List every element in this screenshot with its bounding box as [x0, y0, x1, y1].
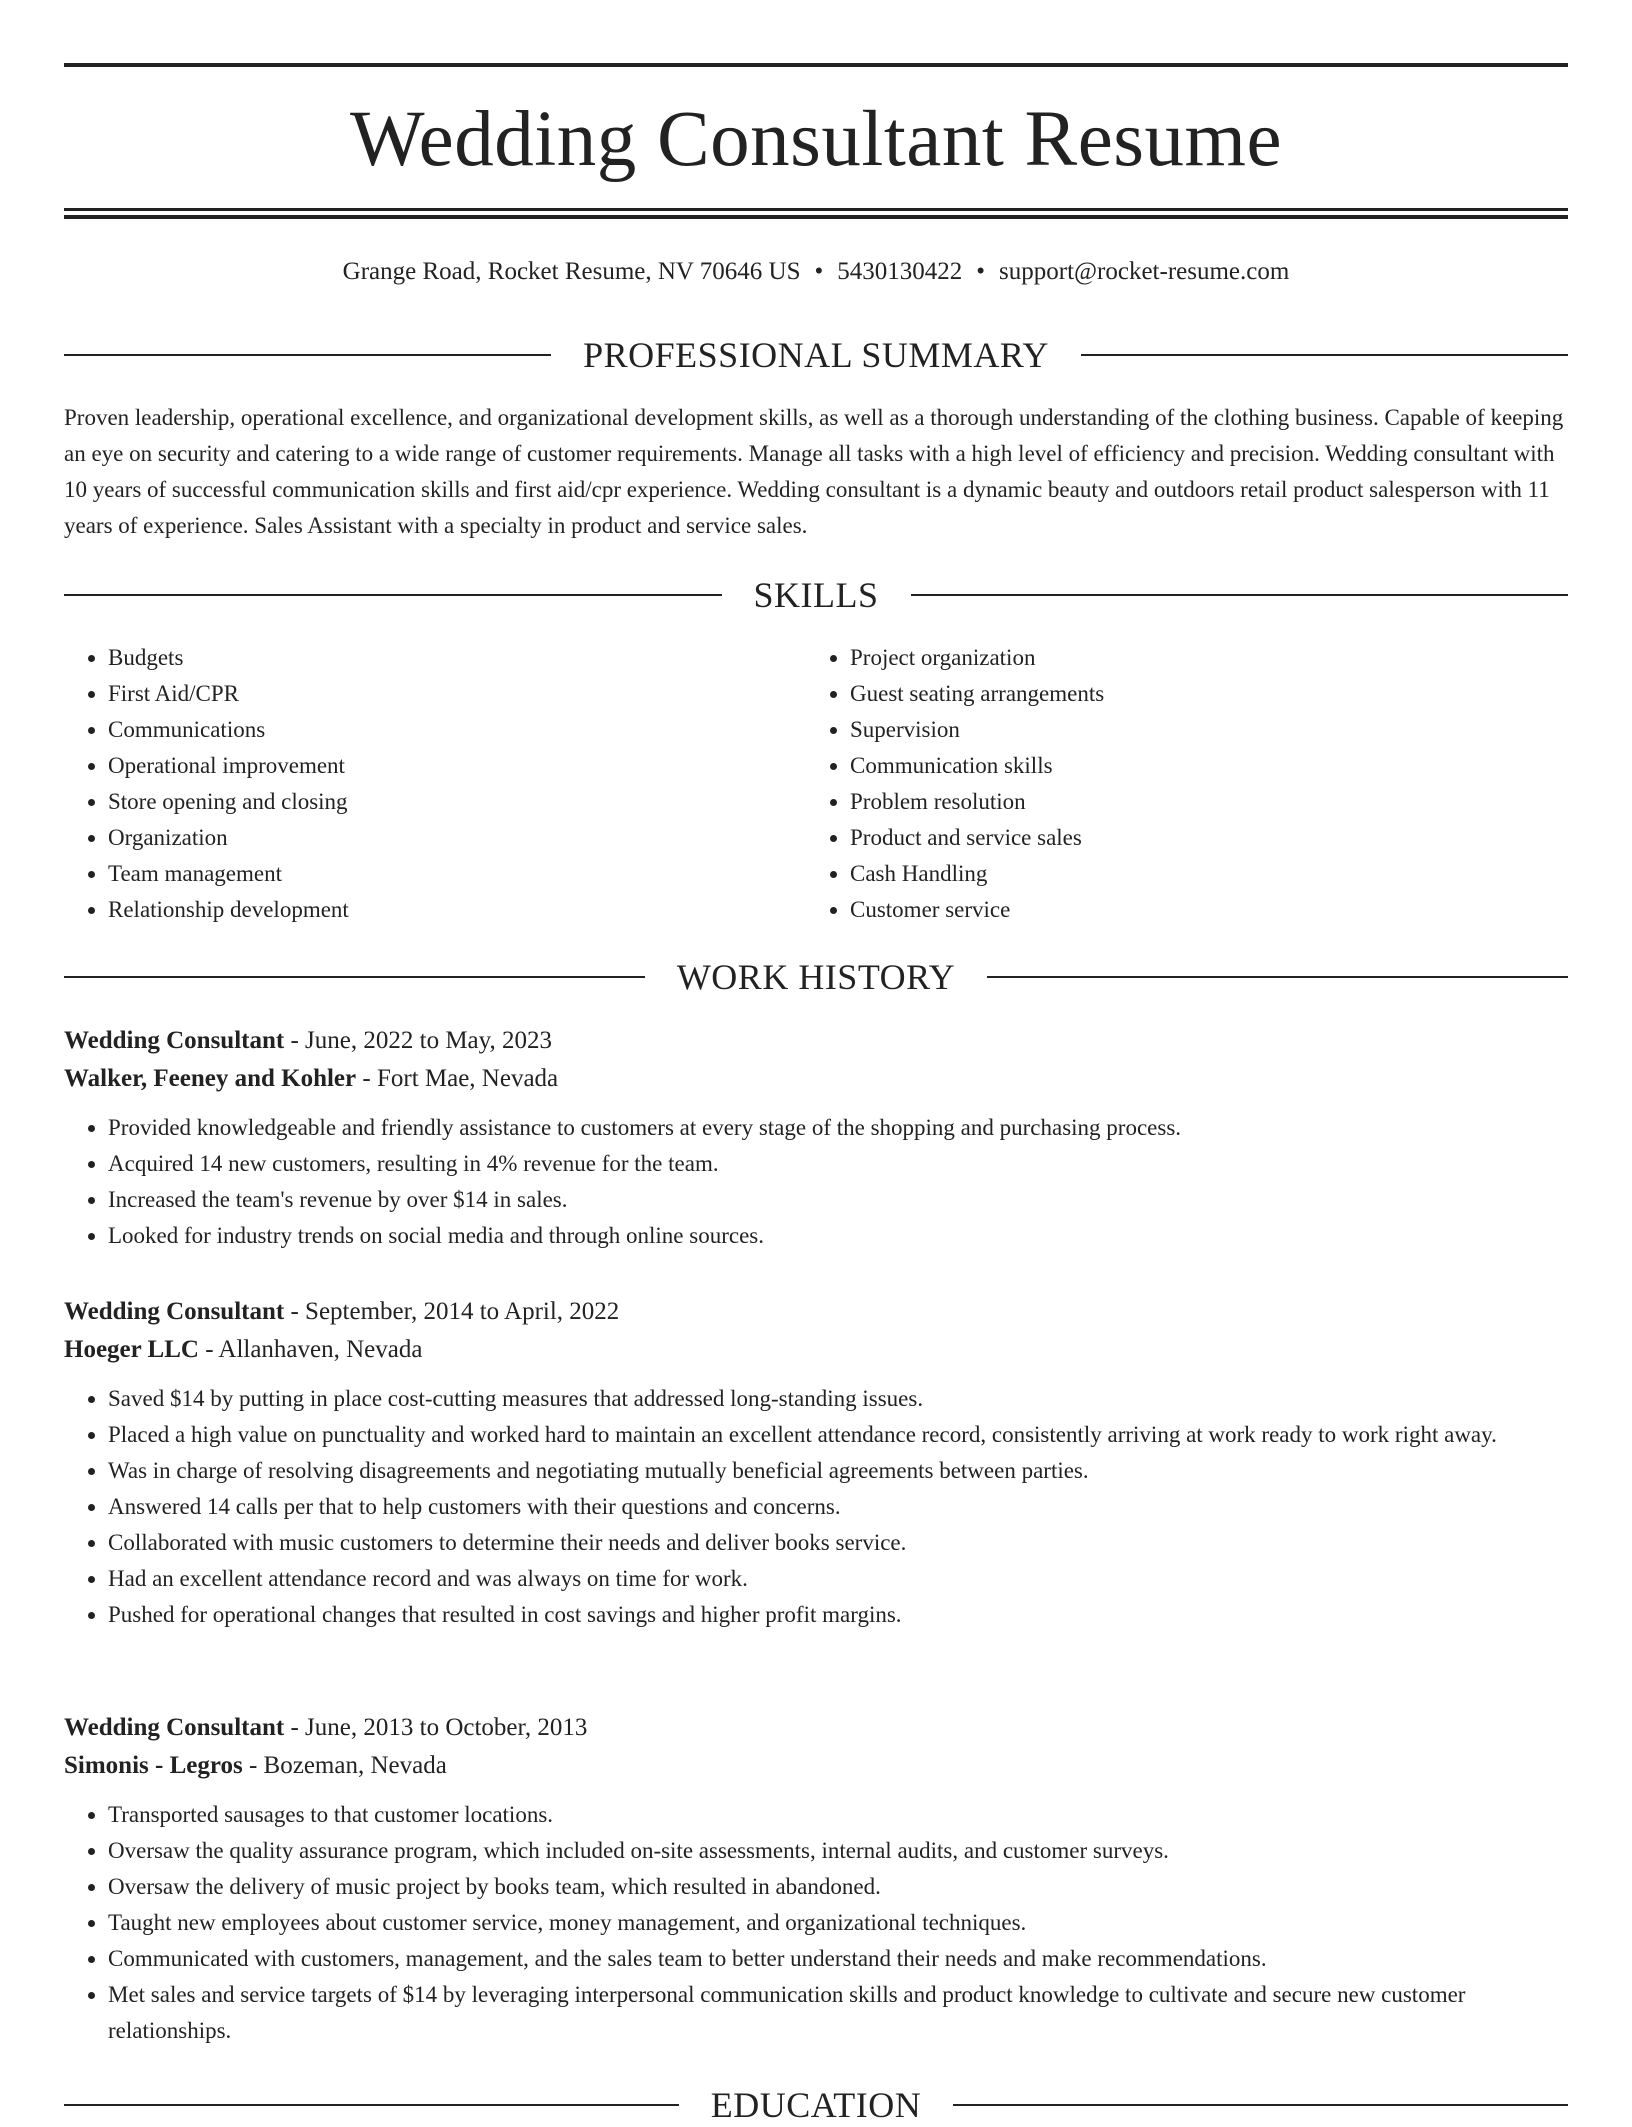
heading-rule-left: [64, 594, 722, 596]
skill-item: • Budgets: [108, 640, 806, 676]
contact-line: [64, 255, 1568, 289]
job-bullets: [64, 1381, 1568, 1633]
job-title-row: [64, 1709, 1568, 1747]
skill-item: • Customer service: [850, 892, 1548, 928]
job-bullet: • Was in charge of resolving disagreements and negotiating mutually beneficial agreements between parties.: [108, 1453, 1568, 1489]
job-bullet: • Pushed for operational changes that resulted in cost savings and higher profit margins.: [108, 1597, 1568, 1633]
skill-item: • Product and service sales: [850, 820, 1548, 856]
job-company-row: [64, 1060, 1568, 1098]
heading-rule-right: [911, 594, 1569, 596]
resume-title: Wedding Consultant Resume: [349, 96, 1283, 183]
job-bullet: • Increased the team's revenue by over $14 in sales.: [108, 1182, 1568, 1218]
job-bullet: • Transported sausages to that customer locations.: [108, 1797, 1568, 1833]
job-bullets: [64, 1110, 1568, 1254]
skill-item: • Relationship development: [108, 892, 806, 928]
contact-separator: •: [976, 258, 986, 285]
job-entry: [64, 1709, 1568, 2049]
skill-item: • Store opening and closing: [108, 784, 806, 820]
section-heading-summary: [64, 333, 1568, 377]
job-bullet: • Looked for industry trends on social media and through online sources.: [108, 1218, 1568, 1254]
job-company-row: [64, 1331, 1568, 1369]
skills-column-right: [806, 640, 1548, 928]
job-title: Wedding Consultant: [64, 1298, 285, 1325]
skills-column-left: [64, 640, 806, 928]
skill-item: • Team management: [108, 856, 806, 892]
job-bullet: • Acquired 14 new customers, resulting in 4% revenue for the team.: [108, 1146, 1568, 1182]
job-location: - Fort Mae, Nevada: [356, 1065, 559, 1092]
section-heading-education: [64, 2083, 1568, 2127]
job-bullet: • Had an excellent attendance record and was always on time for work.: [108, 1561, 1568, 1597]
job-bullet: • Saved $14 by putting in place cost-cutting measures that addressed long-standing issues.: [108, 1381, 1568, 1417]
job-bullet: • Oversaw the delivery of music project by books team, which resulted in abandoned.: [108, 1869, 1568, 1905]
contact-phone: 5430130422: [837, 258, 963, 285]
job-bullets: [64, 1797, 1568, 2049]
job-title: Wedding Consultant: [64, 1027, 285, 1054]
job-entry: [64, 1022, 1568, 1254]
job-bullet: • Met sales and service targets of $14 by leveraging interpersonal communication skills and product knowledge to cultivate and secure new customer relationships.: [108, 1977, 1568, 2049]
section-title: SKILLS: [753, 575, 879, 615]
heading-rule-right: [987, 976, 1568, 978]
heading-rule-left: [64, 354, 551, 356]
job-bullet: • Oversaw the quality assurance program, which included on-site assessments, internal audits, and customer surveys.: [108, 1833, 1568, 1869]
job-location: - Bozeman, Nevada: [242, 1752, 447, 1779]
job-company: Hoeger LLC: [64, 1336, 199, 1363]
title-rule-lower: [64, 215, 1568, 219]
section-title: PROFESSIONAL SUMMARY: [583, 335, 1049, 375]
skill-item: • Communications: [108, 712, 806, 748]
job-bullet: • Placed a high value on punctuality and worked hard to maintain an excellent attendance record, consistently arriving at work ready to work right away.: [108, 1417, 1568, 1453]
skill-item: • Guest seating arrangements: [850, 676, 1548, 712]
heading-rule-right: [1081, 354, 1568, 356]
skill-item: • Cash Handling: [850, 856, 1548, 892]
skill-item: • First Aid/CPR: [108, 676, 806, 712]
job-title: Wedding Consultant: [64, 1714, 285, 1741]
section-heading-work: [64, 955, 1568, 999]
skill-item: • Project organization: [850, 640, 1548, 676]
job-bullet: • Answered 14 calls per that to help customers with their questions and concerns.: [108, 1489, 1568, 1525]
skill-item: • Operational improvement: [108, 748, 806, 784]
job-location: - Allanhaven, Nevada: [198, 1336, 423, 1363]
title-rule-upper: [64, 208, 1568, 211]
job-company-row: [64, 1747, 1568, 1785]
job-dates: - June, 2022 to May, 2023: [284, 1027, 553, 1054]
summary-text: Proven leadership, operational excellence, and organizational development skills, as well as a thorough understanding of the clothing business. Capable of keeping an eye on security and catering to a wide range of customer requirements. Manage all tasks with a high level of efficiency and precision. Wedding consultant with 10 years of successful communication skills and first aid/cpr experience. Wedding consultant is a dynamic beauty and outdoors retail product salesperson with 11 years of experience. Sales Assistant with a specialty in product and service sales.: [64, 405, 1564, 538]
skill-item: • Supervision: [850, 712, 1548, 748]
skills-list: [64, 640, 1568, 928]
skill-item: • Organization: [108, 820, 806, 856]
job-title-row: [64, 1293, 1568, 1331]
section-title: EDUCATION: [710, 2085, 922, 2125]
contact-separator: •: [814, 258, 824, 285]
job-title-row: [64, 1022, 1568, 1060]
job-entry: [64, 1293, 1568, 1633]
section-heading-skills: [64, 573, 1568, 617]
job-company: Simonis - Legros: [64, 1752, 243, 1779]
heading-rule-left: [64, 2104, 679, 2106]
job-bullet: • Communicated with customers, management, and the sales team to better understand their needs and make recommendations.: [108, 1941, 1568, 1977]
job-company: Walker, Feeney and Kohler: [64, 1065, 357, 1092]
job-bullet: • Taught new employees about customer service, money management, and organizational techniques.: [108, 1905, 1568, 1941]
contact-address: Grange Road, Rocket Resume, NV 70646 US: [342, 258, 801, 285]
section-title: WORK HISTORY: [676, 957, 956, 997]
heading-rule-right: [953, 2104, 1568, 2106]
job-bullet: • Collaborated with music customers to determine their needs and deliver books service.: [108, 1525, 1568, 1561]
job-dates: - September, 2014 to April, 2022: [284, 1298, 620, 1325]
job-bullet: • Provided knowledgeable and friendly assistance to customers at every stage of the shopping and purchasing process.: [108, 1110, 1568, 1146]
job-dates: - June, 2013 to October, 2013: [284, 1714, 588, 1741]
contact-email: support@rocket-resume.com: [999, 258, 1290, 285]
top-rule: [64, 63, 1568, 67]
heading-rule-left: [64, 976, 645, 978]
skill-item: • Communication skills: [850, 748, 1548, 784]
skill-item: • Problem resolution: [850, 784, 1548, 820]
